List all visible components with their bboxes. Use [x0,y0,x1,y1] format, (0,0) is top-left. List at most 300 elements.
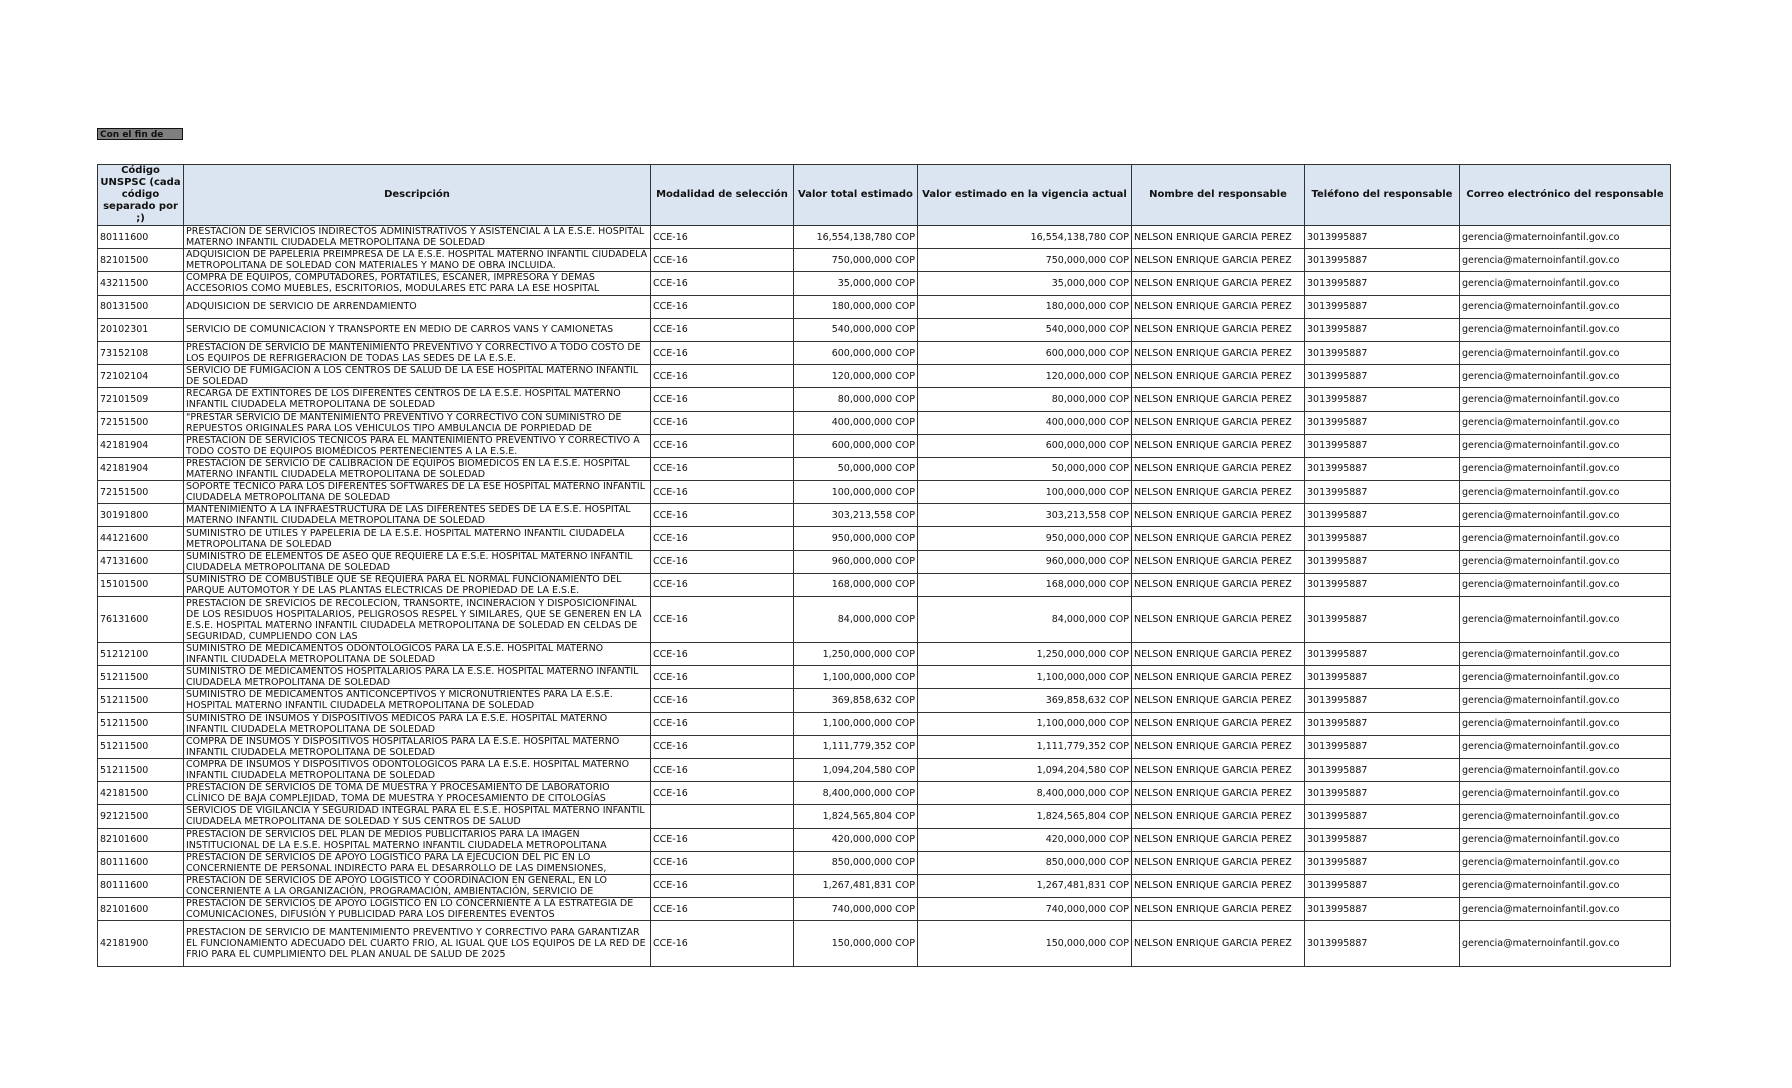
cell-phone: 3013995887 [1305,457,1460,480]
table-row [98,457,1671,480]
cell-manager: NELSON ENRIQUE GARCIA PEREZ [1132,828,1305,851]
table-row [98,272,1671,295]
cell-description [184,272,651,295]
cell-total-value: 1,824,565,804 COP [794,805,918,828]
table-row [98,481,1671,504]
cell-current-value: 1,094,204,580 COP [918,758,1132,781]
cell-current-value: 16,554,138,780 COP [918,226,1132,249]
cell-email: gerencia@maternoinfantil.gov.co [1460,758,1671,781]
cell-modality: CCE-16 [651,643,794,666]
cell-current-value: 600,000,000 COP [918,341,1132,364]
cell-description [184,504,651,527]
header-modality: Modalidad de selección [651,165,794,226]
description-text: PRESTACION DE SERVICIO DE MANTENIMIENTO PREVENTIVO Y CORRECTIVO A TODO COSTO DE LOS EQUIPOS DE REFRIGERACION DE TODAS LAS SEDES DE LA E.S.E. [186,342,641,365]
cell-total-value: 180,000,000 COP [794,295,918,318]
cell-current-value: 35,000,000 COP [918,272,1132,295]
table-row [98,689,1671,712]
cell-total-value: 80,000,000 COP [794,388,918,411]
cell-total-value: 369,858,632 COP [794,689,918,712]
cell-total-value: 8,400,000,000 COP [794,782,918,805]
cell-email: gerencia@maternoinfantil.gov.co [1460,249,1671,272]
cell-manager: NELSON ENRIQUE GARCIA PEREZ [1132,666,1305,689]
cell-manager: NELSON ENRIQUE GARCIA PEREZ [1132,411,1305,434]
description-text: SERVICIOS DE VIGILANCIA Y SEGURIDAD INTEGRAL PARA EL E.S.E. HOSPITAL MATERNO INFANTIL CIUDADELA METROPOLITANA DE SOLEDAD Y SUS CENTROS DE SALUD [186,805,645,828]
cell-phone: 3013995887 [1305,805,1460,828]
cell-code: 30191800 [98,504,184,527]
cell-current-value: 1,250,000,000 COP [918,643,1132,666]
cell-phone: 3013995887 [1305,434,1460,457]
cell-phone: 3013995887 [1305,898,1460,921]
cell-modality: CCE-16 [651,481,794,504]
table-row [98,828,1671,851]
description-text: SERVICIO DE FUMIGACION A LOS CENTROS DE SALUD DE LA ESE HOSPITAL MATERNO INFANTIL DE SOLEDAD [186,365,639,388]
cell-email: gerencia@maternoinfantil.gov.co [1460,295,1671,318]
cell-description [184,481,651,504]
table-row [98,851,1671,874]
cell-total-value: 35,000,000 COP [794,272,918,295]
description-text: ADQUISICION DE SERVICIO DE ARRENDAMIENTO [186,301,417,313]
cell-total-value: 1,267,481,831 COP [794,874,918,897]
cell-total-value: 420,000,000 COP [794,828,918,851]
cell-manager: NELSON ENRIQUE GARCIA PEREZ [1132,689,1305,712]
cell-code: 80131500 [98,295,184,318]
cell-phone: 3013995887 [1305,689,1460,712]
cell-phone: 3013995887 [1305,851,1460,874]
cell-description [184,434,651,457]
cell-total-value: 400,000,000 COP [794,411,918,434]
cell-code: 76131600 [98,597,184,643]
cell-email: gerencia@maternoinfantil.gov.co [1460,504,1671,527]
cell-code: 72101509 [98,388,184,411]
cell-total-value: 750,000,000 COP [794,249,918,272]
description-text: COMPRA DE INSUMOS Y DISPOSITIVOS ODONTOLOGICOS PARA LA E.S.E. HOSPITAL MATERNO INFANTIL CIUDADELA METROPOLITANA DE SOLEDAD [186,759,630,782]
table-row [98,527,1671,550]
description-text: PRESTACION DE SERVICIOS DE APOYO LOGISTICO Y COORDINACION EN GENERAL, EN LO CONCERNIENTE A LA ORGANIZACIÓN, PROGRAMACIÓN, AMBIENTACIÓN, SERVICIO DE [186,874,607,897]
cell-current-value: 850,000,000 COP [918,851,1132,874]
table-row [98,341,1671,364]
cell-manager: NELSON ENRIQUE GARCIA PEREZ [1132,805,1305,828]
cell-code: 72151500 [98,411,184,434]
cell-code: 42181500 [98,782,184,805]
cell-phone: 3013995887 [1305,388,1460,411]
cell-current-value: 84,000,000 COP [918,597,1132,643]
cell-description [184,643,651,666]
cell-modality: CCE-16 [651,527,794,550]
cell-current-value: 180,000,000 COP [918,295,1132,318]
cell-current-value: 1,100,000,000 COP [918,666,1132,689]
cell-manager: NELSON ENRIQUE GARCIA PEREZ [1132,643,1305,666]
cell-phone: 3013995887 [1305,226,1460,249]
cell-manager: NELSON ENRIQUE GARCIA PEREZ [1132,272,1305,295]
cell-email: gerencia@maternoinfantil.gov.co [1460,226,1671,249]
header-description: Descripción [184,165,651,226]
description-text: PRESTACION DE SERVICIO DE MANTENIMIENTO PREVENTIVO Y CORRECTIVO PARA GARANTIZAR EL FUNCIONAMIENTO ADECUADO DEL CUARTO FRIO, AL IGUAL QUE LOS EQUIPOS DE LA RED DE FRIO PARA EL CUMPLIMIENTO DEL PLAN ANUAL DE SALUD DE 2025 [186,927,646,961]
cell-modality: CCE-16 [651,341,794,364]
cell-current-value: 369,858,632 COP [918,689,1132,712]
cell-manager: NELSON ENRIQUE GARCIA PEREZ [1132,597,1305,643]
description-text: SUMINISTRO DE ELEMENTOS DE ASEO QUE REQUIERE LA E.S.E. HOSPITAL MATERNO INFANTIL CIUDADELA METROPOLITANA DE SOLEDAD [186,550,633,573]
table-row [98,597,1671,643]
cell-manager: NELSON ENRIQUE GARCIA PEREZ [1132,318,1305,341]
cell-email: gerencia@maternoinfantil.gov.co [1460,689,1671,712]
cell-current-value: 600,000,000 COP [918,434,1132,457]
description-text: SUMINISTRO DE UTILES Y PAPELERIA DE LA E.S.E. HOSPITAL MATERNO INFANTIL CIUDADELA METROPOLITANA DE SOLEDAD [186,527,625,550]
cell-modality: CCE-16 [651,272,794,295]
cell-total-value: 120,000,000 COP [794,365,918,388]
cell-description [184,295,651,318]
table-row [98,365,1671,388]
cell-total-value: 1,094,204,580 COP [794,758,918,781]
table-row [98,782,1671,805]
cell-total-value: 1,250,000,000 COP [794,643,918,666]
cell-current-value: 8,400,000,000 COP [918,782,1132,805]
cell-phone: 3013995887 [1305,874,1460,897]
cell-manager: NELSON ENRIQUE GARCIA PEREZ [1132,388,1305,411]
cell-email: gerencia@maternoinfantil.gov.co [1460,573,1671,596]
cell-manager: NELSON ENRIQUE GARCIA PEREZ [1132,758,1305,781]
cell-code: 51211500 [98,712,184,735]
cell-total-value: 303,213,558 COP [794,504,918,527]
cell-current-value: 303,213,558 COP [918,504,1132,527]
cell-code: 20102301 [98,318,184,341]
description-text: SUMINISTRO DE MEDICAMENTOS ANTICONCEPTIVOS Y MICRONUTRIENTES PARA LA E.S.E. HOSPITAL MATERNO INFANTIL CIUDADELA METROPOLITANA DE SOLEDAD [186,689,613,712]
cell-description [184,828,651,851]
description-text: PRESTACION DE SERVICIOS DEL PLAN DE MEDIOS PUBLICITARIOS PARA LA IMAGEN INSTITUCIONAL DE LA E.S.E. HOSPITAL MATERNO INFANTIL CIUDADELA METROPOLITANA [186,828,607,851]
table-row [98,643,1671,666]
cell-code: 51211500 [98,689,184,712]
cell-phone: 3013995887 [1305,411,1460,434]
cell-description [184,758,651,781]
description-text: SUMINISTRO DE COMBUSTIBLE QUE SE REQUIERA PARA EL NORMAL FUNCIONAMIENTO DEL PARQUE AUTOMOTOR Y DE LAS PLANTAS ELECTRICAS DE PROPIEDAD DE LA E.S.E. [186,573,622,596]
cell-description [184,457,651,480]
table-body [98,226,1671,967]
cell-manager: NELSON ENRIQUE GARCIA PEREZ [1132,457,1305,480]
cell-current-value: 120,000,000 COP [918,365,1132,388]
cell-email: gerencia@maternoinfantil.gov.co [1460,874,1671,897]
cell-code: 51212100 [98,643,184,666]
cell-current-value: 1,111,779,352 COP [918,735,1132,758]
cell-phone: 3013995887 [1305,295,1460,318]
cell-code: 80111600 [98,226,184,249]
table-row [98,388,1671,411]
cell-total-value: 600,000,000 COP [794,341,918,364]
note-label: Con el fin de [97,128,183,140]
cell-phone: 3013995887 [1305,921,1460,967]
cell-description [184,341,651,364]
table-row [98,921,1671,967]
cell-code: 72151500 [98,481,184,504]
table-row [98,295,1671,318]
cell-current-value: 740,000,000 COP [918,898,1132,921]
table-row [98,318,1671,341]
cell-manager: NELSON ENRIQUE GARCIA PEREZ [1132,851,1305,874]
cell-total-value: 960,000,000 COP [794,550,918,573]
cell-code: 51211500 [98,758,184,781]
cell-email: gerencia@maternoinfantil.gov.co [1460,388,1671,411]
cell-modality: CCE-16 [651,318,794,341]
cell-modality: CCE-16 [651,365,794,388]
cell-modality: CCE-16 [651,921,794,967]
cell-modality: CCE-16 [651,712,794,735]
table-row [98,434,1671,457]
cell-manager: NELSON ENRIQUE GARCIA PEREZ [1132,573,1305,596]
cell-modality: CCE-16 [651,851,794,874]
cell-email: gerencia@maternoinfantil.gov.co [1460,434,1671,457]
cell-email: gerencia@maternoinfantil.gov.co [1460,735,1671,758]
cell-manager: NELSON ENRIQUE GARCIA PEREZ [1132,434,1305,457]
cell-description [184,365,651,388]
cell-modality: CCE-16 [651,573,794,596]
cell-email: gerencia@maternoinfantil.gov.co [1460,898,1671,921]
cell-current-value: 950,000,000 COP [918,527,1132,550]
cell-code: 44121600 [98,527,184,550]
cell-email: gerencia@maternoinfantil.gov.co [1460,921,1671,967]
table-row [98,666,1671,689]
description-text: "PRESTAR SERVICIO DE MANTENIMIENTO PREVENTIVO Y CORRECTIVO CON SUMINISTRO DE REPUESTOS ORIGINALES PARA LOS VEHICULOS TIPO AMBULANCIA DE PORPIEDAD DE [186,411,622,434]
cell-manager: NELSON ENRIQUE GARCIA PEREZ [1132,295,1305,318]
cell-total-value: 150,000,000 COP [794,921,918,967]
cell-modality: CCE-16 [651,782,794,805]
cell-code: 82101600 [98,828,184,851]
cell-total-value: 540,000,000 COP [794,318,918,341]
cell-total-value: 84,000,000 COP [794,597,918,643]
header-email: Correo electrónico del responsable [1460,165,1671,226]
cell-code: 73152108 [98,341,184,364]
cell-manager: NELSON ENRIQUE GARCIA PEREZ [1132,782,1305,805]
cell-description [184,573,651,596]
cell-manager: NELSON ENRIQUE GARCIA PEREZ [1132,898,1305,921]
header-phone: Teléfono del responsable [1305,165,1460,226]
table-row [98,573,1671,596]
cell-phone: 3013995887 [1305,318,1460,341]
cell-manager: NELSON ENRIQUE GARCIA PEREZ [1132,527,1305,550]
cell-current-value: 100,000,000 COP [918,481,1132,504]
cell-current-value: 1,267,481,831 COP [918,874,1132,897]
cell-total-value: 600,000,000 COP [794,434,918,457]
cell-phone: 3013995887 [1305,597,1460,643]
cell-code: 82101600 [98,898,184,921]
cell-current-value: 400,000,000 COP [918,411,1132,434]
cell-description [184,689,651,712]
cell-modality: CCE-16 [651,597,794,643]
cell-modality: CCE-16 [651,411,794,434]
header-current: Valor estimado en la vigencia actual [918,165,1132,226]
cell-email: gerencia@maternoinfantil.gov.co [1460,828,1671,851]
table-row [98,226,1671,249]
cell-code: 72102104 [98,365,184,388]
cell-manager: NELSON ENRIQUE GARCIA PEREZ [1132,504,1305,527]
description-text: PRESTACION DE SERVICIOS TECNICOS PARA EL MANTENIMIENTO PREVENTIVO Y CORRECTIVO A TODO COSTO DE EQUIPOS BIOMÉDICOS PERTENECIENTES A LA E.S.E. [186,434,640,457]
table-row [98,712,1671,735]
cell-email: gerencia@maternoinfantil.gov.co [1460,272,1671,295]
description-text: SUMINISTRO DE INSUMOS Y DISPOSITIVOS MEDICOS PARA LA E.S.E. HOSPITAL MATERNO INFANTIL CIUDADELA METROPOLITANA DE SOLEDAD [186,712,608,735]
cell-manager: NELSON ENRIQUE GARCIA PEREZ [1132,712,1305,735]
cell-total-value: 1,100,000,000 COP [794,666,918,689]
cell-manager: NELSON ENRIQUE GARCIA PEREZ [1132,735,1305,758]
cell-phone: 3013995887 [1305,666,1460,689]
cell-phone: 3013995887 [1305,758,1460,781]
description-text: ADQUISICION DE PAPELERIA PREIMPRESA DE LA E.S.E. HOSPITAL MATERNO INFANTIL CIUDADELA METROPOLITANA DE SOLEDAD CON MATERIALES Y MANO DE OBRA INCLUIDA. [186,249,648,272]
cell-modality: CCE-16 [651,550,794,573]
cell-email: gerencia@maternoinfantil.gov.co [1460,712,1671,735]
cell-current-value: 420,000,000 COP [918,828,1132,851]
cell-phone: 3013995887 [1305,481,1460,504]
cell-code: 82101500 [98,249,184,272]
cell-total-value: 1,100,000,000 COP [794,712,918,735]
cell-description [184,318,651,341]
cell-manager: NELSON ENRIQUE GARCIA PEREZ [1132,249,1305,272]
cell-modality: CCE-16 [651,758,794,781]
cell-description [184,851,651,874]
cell-description [184,898,651,921]
header-code: Código UNSPSC (cada código separado por ;) [98,165,184,226]
cell-phone: 3013995887 [1305,573,1460,596]
cell-description [184,226,651,249]
description-text: SUMINISTRO DE MEDICAMENTOS HOSPITALARIOS PARA LA E.S.E. HOSPITAL MATERNO INFANTIL CIUDADELA METROPOLITANA DE SOLEDAD [186,666,639,689]
cell-description [184,388,651,411]
table-row [98,411,1671,434]
cell-phone: 3013995887 [1305,782,1460,805]
cell-email: gerencia@maternoinfantil.gov.co [1460,318,1671,341]
cell-total-value: 100,000,000 COP [794,481,918,504]
table-row [98,504,1671,527]
cell-description [184,874,651,897]
cell-modality: CCE-16 [651,504,794,527]
cell-manager: NELSON ENRIQUE GARCIA PEREZ [1132,341,1305,364]
cell-email: gerencia@maternoinfantil.gov.co [1460,782,1671,805]
cell-code: 15101500 [98,573,184,596]
cell-email: gerencia@maternoinfantil.gov.co [1460,550,1671,573]
cell-email: gerencia@maternoinfantil.gov.co [1460,805,1671,828]
cell-email: gerencia@maternoinfantil.gov.co [1460,481,1671,504]
cell-current-value: 540,000,000 COP [918,318,1132,341]
description-text: RECARGA DE EXTINTORES DE LOS DIFERENTES CENTROS DE LA E.S.E. HOSPITAL MATERNO INFANTIL CIUDADELA METROPOLITANA DE SOLEDAD [186,388,621,411]
description-text: COMPRA DE INSUMOS Y DISPOSITIVOS HOSPITALARIOS PARA LA E.S.E. HOSPITAL MATERNO INFANTIL CIUDADELA METROPOLITANA DE SOLEDAD [186,735,620,758]
cell-modality: CCE-16 [651,898,794,921]
cell-current-value: 50,000,000 COP [918,457,1132,480]
cell-description [184,666,651,689]
cell-current-value: 1,100,000,000 COP [918,712,1132,735]
cell-current-value: 1,824,565,804 COP [918,805,1132,828]
table-row [98,550,1671,573]
cell-email: gerencia@maternoinfantil.gov.co [1460,411,1671,434]
cell-code: 47131600 [98,550,184,573]
cell-total-value: 850,000,000 COP [794,851,918,874]
cell-code: 42181904 [98,457,184,480]
cell-description [184,805,651,828]
cell-code: 80111600 [98,874,184,897]
description-text: PRESTACION DE SERVICIOS INDIRECTOS ADMINISTRATIVOS Y ASISTENCIAL A LA E.S.E. HOSPITAL MATERNO INFANTIL CIUDADELA METROPOLITANA DE SOLEDAD [186,226,645,249]
cell-email: gerencia@maternoinfantil.gov.co [1460,643,1671,666]
header-manager: Nombre del responsable [1132,165,1305,226]
description-text: MANTENIMIENTO A LA INFRAESTRUCTURA DE LAS DIFERENTES SEDES DE LA E.S.E. HOSPITAL MATERNO INFANTIL CIUDADELA METROPOLITANA DE SOLEDAD [186,504,631,527]
description-text: SERVICIO DE COMUNICACIÓN Y TRANSPORTE EN MEDIO DE CARROS VANS Y CAMIONETAS [186,324,614,336]
cell-phone: 3013995887 [1305,712,1460,735]
cell-total-value: 950,000,000 COP [794,527,918,550]
cell-email: gerencia@maternoinfantil.gov.co [1460,851,1671,874]
cell-phone: 3013995887 [1305,828,1460,851]
description-text: PRESTACION DE SERVICIO DE CALIBRACION DE EQUIPOS BIOMEDICOS EN LA E.S.E. HOSPITAL MATERNO INFANTIL CIUDADELA METROPOLITANA DE SOLEDAD [186,457,630,480]
cell-description [184,527,651,550]
cell-phone: 3013995887 [1305,550,1460,573]
cell-email: gerencia@maternoinfantil.gov.co [1460,365,1671,388]
description-text: SOPORTE TECNICO PARA LOS DIFERENTES SOFTWARES DE LA ESE HOSPITAL MATERNO INFANTIL CIUDADELA METROPOLITANA DE SOLEDAD [186,481,645,504]
cell-total-value: 740,000,000 COP [794,898,918,921]
cell-code: 80111600 [98,851,184,874]
cell-current-value: 150,000,000 COP [918,921,1132,967]
cell-total-value: 50,000,000 COP [794,457,918,480]
description-text: COMPRA DE EQUIPOS, COMPUTADORES, PORTATILES, ESCANER, IMPRESORA Y DEMAS ACCESORIOS COMO MUEBLES, ESCRITORIOS, MODULARES ETC PARA LA ESE HOSPITAL [186,272,600,295]
cell-email: gerencia@maternoinfantil.gov.co [1460,527,1671,550]
cell-manager: NELSON ENRIQUE GARCIA PEREZ [1132,226,1305,249]
cell-description [184,249,651,272]
cell-phone: 3013995887 [1305,643,1460,666]
cell-current-value: 80,000,000 COP [918,388,1132,411]
cell-code: 51211500 [98,666,184,689]
cell-phone: 3013995887 [1305,365,1460,388]
header-total: Valor total estimado [794,165,918,226]
description-text: PRESTACION DE SERVICIOS DE TOMA DE MUESTRA Y PROCESAMIENTO DE LABORATORIO CLÍNICO DE BAJA COMPLEJIDAD, TOMA DE MUESTRA Y PROCESAMIENTO DE CITOLOGÍAS [186,782,610,805]
cell-phone: 3013995887 [1305,735,1460,758]
cell-modality: CCE-16 [651,689,794,712]
cell-manager: NELSON ENRIQUE GARCIA PEREZ [1132,874,1305,897]
cell-phone: 3013995887 [1305,504,1460,527]
cell-modality [651,805,794,828]
description-text: PRESTACION DE SERVICIOS DE APOYO LOGISTICO PARA LA EJECUCIÓN DEL PIC EN LO CONCERNIENTE DE PERSONAL INDIRECTO PARA EL DESARROLLO DE LAS DIMENSIONES, [186,851,607,874]
description-text: PRESTACION DE SREVICIOS DE RECOLECION, TRANSORTE, INCINERACION Y DISPOSICIONFINAL DE LOS RESIDUOS HOSPITALARIOS, PELIGROSOS RESPEL Y SIMILARES, QUE SE GENEREN EN LA E.S.E. HOSPITAL MATERNO INFANTIL CIUDADELA METROPOLITANA DE SOLEDAD EN CELDAS DE SEGURIDAD, CUMPLIENDO CON LAS [186,597,642,642]
cell-modality: CCE-16 [651,828,794,851]
cell-total-value: 168,000,000 COP [794,573,918,596]
cell-manager: NELSON ENRIQUE GARCIA PEREZ [1132,481,1305,504]
cell-code: 51211500 [98,735,184,758]
cell-email: gerencia@maternoinfantil.gov.co [1460,457,1671,480]
cell-description [184,712,651,735]
cell-current-value: 960,000,000 COP [918,550,1132,573]
table-row [98,805,1671,828]
cell-modality: CCE-16 [651,226,794,249]
table-row [98,735,1671,758]
cell-email: gerencia@maternoinfantil.gov.co [1460,341,1671,364]
cell-total-value: 16,554,138,780 COP [794,226,918,249]
cell-description [184,411,651,434]
cell-phone: 3013995887 [1305,272,1460,295]
cell-manager: NELSON ENRIQUE GARCIA PEREZ [1132,550,1305,573]
cell-phone: 3013995887 [1305,527,1460,550]
cell-modality: CCE-16 [651,249,794,272]
cell-manager: NELSON ENRIQUE GARCIA PEREZ [1132,921,1305,967]
procurement-table [97,164,1671,967]
cell-current-value: 168,000,000 COP [918,573,1132,596]
cell-modality: CCE-16 [651,434,794,457]
cell-phone: 3013995887 [1305,249,1460,272]
table-row [98,874,1671,897]
cell-email: gerencia@maternoinfantil.gov.co [1460,666,1671,689]
cell-modality: CCE-16 [651,666,794,689]
cell-current-value: 750,000,000 COP [918,249,1132,272]
cell-modality: CCE-16 [651,295,794,318]
table-row [98,898,1671,921]
cell-modality: CCE-16 [651,874,794,897]
cell-code: 42181900 [98,921,184,967]
cell-code: 43211500 [98,272,184,295]
cell-modality: CCE-16 [651,457,794,480]
cell-modality: CCE-16 [651,388,794,411]
cell-description [184,735,651,758]
cell-code: 42181904 [98,434,184,457]
cell-description [184,550,651,573]
cell-modality: CCE-16 [651,735,794,758]
cell-description [184,921,651,967]
